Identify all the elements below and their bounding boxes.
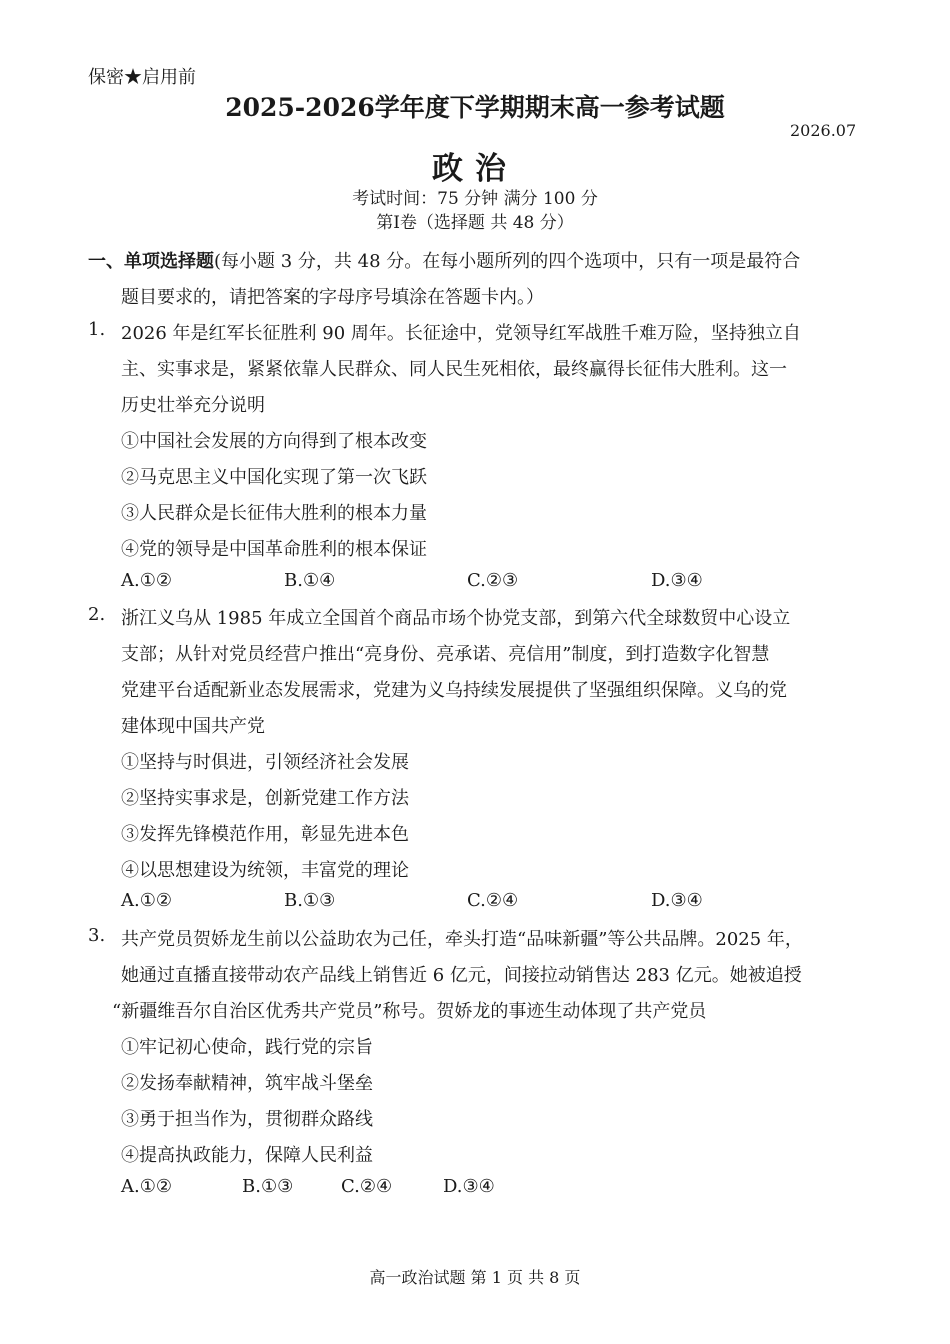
question-stem-line: 主、实事求是，紧紧依靠人民群众、同人民生死相依，最终赢得长征伟大胜利。这一 (121, 359, 787, 380)
option-d: D.③④ (443, 1176, 495, 1197)
subject-title: 政治 (432, 151, 518, 187)
option-d: D.③④ (651, 570, 703, 591)
option-b: B.①④ (284, 570, 336, 591)
exam-info: 考试时间：75 分钟 满分 100 分 (352, 189, 598, 209)
statement-item: ③发挥先锋模范作用，彰显先进本色 (121, 824, 409, 845)
question-number: 1. (88, 319, 106, 340)
question-stem-line: 共产党员贺娇龙生前以公益助农为己任，牵头打造“品味新疆”等公共品牌。2025 年， (121, 929, 803, 950)
exam-title: 2025-2026学年度下学期期末高一参考试题 (225, 93, 725, 122)
statement-item: ①坚持与时俱进，引领经济社会发展 (121, 752, 409, 773)
volume-label: 第Ⅰ卷（选择题 共 48 分） (376, 213, 574, 233)
question-stem-line: 历史壮举充分说明 (121, 395, 265, 416)
option-c: C.②④ (341, 1176, 393, 1197)
question-stem-line: 她通过直播直接带动农产品线上销售近 6 亿元，间接拉动销售达 283 亿元。她被追授 (121, 965, 802, 986)
question-stem-line: 党建平台适配新业态发展需求，党建为义乌持续发展提供了坚强组织保障。义乌的党 (121, 680, 787, 701)
option-a: A.①② (121, 570, 172, 591)
option-b: B.①③ (242, 1176, 294, 1197)
option-c: C.②④ (467, 890, 519, 911)
option-a: A.①② (121, 1176, 172, 1197)
option-d: D.③④ (651, 890, 703, 911)
exam-date: 2026.07 (790, 121, 857, 140)
section-instruction-2: 题目要求的，请把答案的字母序号填涂在答题卡内。） (121, 287, 544, 308)
question-stem-line: “新疆维吾尔自治区优秀共产党员”称号。贺娇龙的事迹生动体现了共产党员 (112, 1001, 707, 1022)
section-instruction-1: (每小题 3 分，共 48 分。在每小题所列的四个选项中，只有一项是最符合 (214, 251, 801, 272)
statement-item: ②坚持实事求是，创新党建工作方法 (121, 788, 409, 809)
statement-item: ④以思想建设为统领，丰富党的理论 (121, 860, 409, 881)
question-stem-line: 浙江义乌从 1985 年成立全国首个商品市场个协党支部，到第六代全球数贸中心设立 (121, 608, 791, 629)
statement-item: ①中国社会发展的方向得到了根本改变 (121, 431, 427, 452)
page-footer: 高一政治试题 第 1 页 共 8 页 (369, 1268, 581, 1287)
statement-item: ③勇于担当作为，贯彻群众路线 (121, 1109, 373, 1130)
statement-item: ②发扬奉献精神，筑牢战斗堡垒 (121, 1073, 373, 1094)
option-a: A.①② (121, 890, 172, 911)
option-c: C.②③ (467, 570, 519, 591)
question-number: 2. (88, 604, 106, 625)
statement-item: ④提高执政能力，保障人民利益 (121, 1145, 373, 1166)
section-label: 一、单项选择题 (88, 251, 214, 272)
question-stem-line: 支部；从针对党员经营户推出“亮身份、亮承诺、亮信用”制度，到打造数字化智慧 (121, 644, 770, 665)
section-heading (88, 247, 800, 273)
question-stem-line: 2026 年是红军长征胜利 90 周年。长征途中，党领导红军战胜千难万险，坚持独立自 (121, 323, 801, 344)
question-stem-line: 建体现中国共产党 (121, 716, 265, 737)
question-number: 3. (88, 925, 106, 946)
statement-item: ④党的领导是中国革命胜利的根本保证 (121, 539, 427, 560)
confidential-mark: 保密★启用前 (88, 67, 196, 88)
statement-item: ③人民群众是长征伟大胜利的根本力量 (121, 503, 427, 524)
statement-item: ②马克思主义中国化实现了第一次飞跃 (121, 467, 427, 488)
statement-item: ①牢记初心使命，践行党的宗旨 (121, 1037, 373, 1058)
option-b: B.①③ (284, 890, 336, 911)
